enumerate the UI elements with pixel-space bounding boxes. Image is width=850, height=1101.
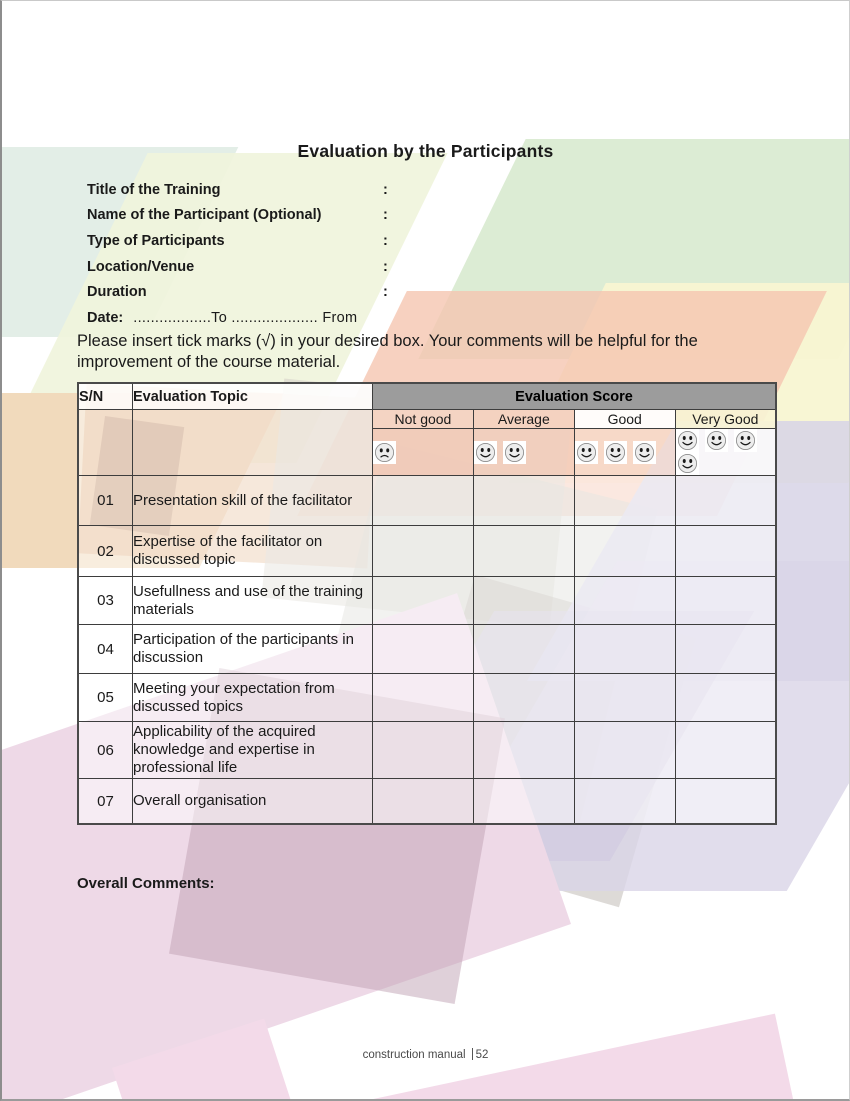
tick-cell[interactable]: [473, 577, 574, 625]
tick-cell[interactable]: [675, 674, 776, 722]
tick-cell[interactable]: [473, 526, 574, 577]
tick-cell[interactable]: [574, 674, 675, 722]
tick-cell[interactable]: [473, 476, 574, 526]
form-fields: [87, 177, 767, 331]
smiley-cell-good: [574, 429, 675, 476]
tick-cell[interactable]: [574, 625, 675, 674]
date-label: Date:: [87, 309, 124, 326]
header-spacer-cell: [78, 410, 133, 476]
tick-cell[interactable]: [574, 779, 675, 825]
page-footer: [2, 1048, 849, 1061]
tick-cell[interactable]: [473, 674, 574, 722]
table-row: [78, 674, 776, 722]
smiley-cell-not-good: [373, 429, 474, 476]
row-topic: Meeting your expectation from discussed topics: [133, 674, 373, 722]
happy-smiley-icon: [633, 441, 656, 464]
happy-smiley-icon: [734, 429, 757, 452]
row-number: 05: [78, 674, 133, 722]
table-row: [78, 625, 776, 674]
instruction-text: Please insert tick marks (√) in your desired box. Your comments will be helpful for the improvement of the course material.: [77, 332, 698, 371]
happy-smiley-icon: [604, 441, 627, 464]
overall-comments-label: Overall Comments:: [77, 875, 215, 892]
row-topic: Overall organisation: [133, 779, 373, 825]
footer-divider: [472, 1048, 473, 1060]
smiley-cell-average: [473, 429, 574, 476]
field-separator: :: [383, 232, 388, 249]
page-content: [2, 1, 849, 1099]
row-number: 03: [78, 577, 133, 625]
tick-cell[interactable]: [675, 722, 776, 779]
smiley-cell-very-good: [675, 429, 776, 476]
row-topic: Presentation skill of the facilitator: [133, 476, 373, 526]
field-label: Location/Venue: [87, 258, 195, 275]
page-title: Evaluation by the Participants: [297, 141, 554, 161]
field-separator: :: [383, 258, 388, 275]
row-number: 07: [78, 779, 133, 825]
row-topic: Usefullness and use of the training materials: [133, 577, 373, 625]
col-header-topic: Evaluation Topic: [133, 383, 373, 410]
row-number: 01: [78, 476, 133, 526]
field-separator: :: [383, 207, 388, 224]
happy-smiley-icon: [676, 452, 699, 475]
field-label: Duration: [87, 284, 147, 301]
col-header-not-good: Not good: [373, 410, 474, 429]
field-duration: [87, 279, 767, 305]
tick-cell[interactable]: [373, 577, 474, 625]
row-number: 02: [78, 526, 133, 577]
row-number: 06: [78, 722, 133, 779]
table-row: [78, 722, 776, 779]
field-date: [87, 305, 767, 331]
evaluation-table: [77, 382, 777, 825]
tick-cell[interactable]: [675, 779, 776, 825]
field-participant-type: [87, 228, 767, 254]
field-location-venue: [87, 254, 767, 280]
tick-cell[interactable]: [473, 722, 574, 779]
table-row: [78, 577, 776, 625]
header-spacer-cell: [133, 410, 373, 476]
col-header-very-good: Very Good: [675, 410, 776, 429]
field-participant-name: [87, 203, 767, 229]
row-topic: Participation of the participants in discussion: [133, 625, 373, 674]
tick-cell[interactable]: [675, 526, 776, 577]
happy-smiley-icon: [474, 441, 497, 464]
tick-cell[interactable]: [373, 625, 474, 674]
table-row: [78, 779, 776, 825]
tick-cell[interactable]: [574, 526, 675, 577]
tick-cell[interactable]: [675, 577, 776, 625]
col-header-good: Good: [574, 410, 675, 429]
field-separator: :: [383, 284, 388, 301]
happy-smiley-icon: [676, 429, 699, 452]
tick-cell[interactable]: [574, 722, 675, 779]
field-label: Name of the Participant (Optional): [87, 207, 322, 224]
tick-cell[interactable]: [574, 577, 675, 625]
tick-cell[interactable]: [675, 625, 776, 674]
happy-smiley-icon: [503, 441, 526, 464]
tick-cell[interactable]: [373, 476, 474, 526]
happy-smiley-icon: [575, 441, 598, 464]
field-separator: :: [383, 181, 388, 198]
footer-page-number: 52: [475, 1049, 489, 1061]
footer-text: construction manual: [362, 1049, 466, 1061]
field-title-of-training: [87, 177, 767, 203]
tick-cell[interactable]: [373, 674, 474, 722]
field-label: Type of Participants: [87, 232, 225, 249]
happy-smiley-icon: [705, 429, 728, 452]
col-header-evaluation-score: Evaluation Score: [373, 383, 777, 410]
row-number: 04: [78, 625, 133, 674]
sad-smiley-icon: [373, 441, 396, 464]
tick-cell[interactable]: [675, 476, 776, 526]
tick-cell[interactable]: [473, 625, 574, 674]
tick-cell[interactable]: [574, 476, 675, 526]
table-row: [78, 476, 776, 526]
col-header-sn: S/N: [78, 383, 133, 410]
tick-cell[interactable]: [373, 779, 474, 825]
row-topic: Applicability of the acquired knowledge and expertise in professional life: [133, 722, 373, 779]
tick-cell[interactable]: [373, 526, 474, 577]
tick-cell[interactable]: [473, 779, 574, 825]
field-label: Title of the Training: [87, 181, 221, 198]
tick-cell[interactable]: [373, 722, 474, 779]
table-row: [78, 526, 776, 577]
row-topic: Expertise of the facilitator on discussed topic: [133, 526, 373, 577]
col-header-average: Average: [473, 410, 574, 429]
date-dotted-line: ..................To .................... From: [133, 309, 358, 326]
